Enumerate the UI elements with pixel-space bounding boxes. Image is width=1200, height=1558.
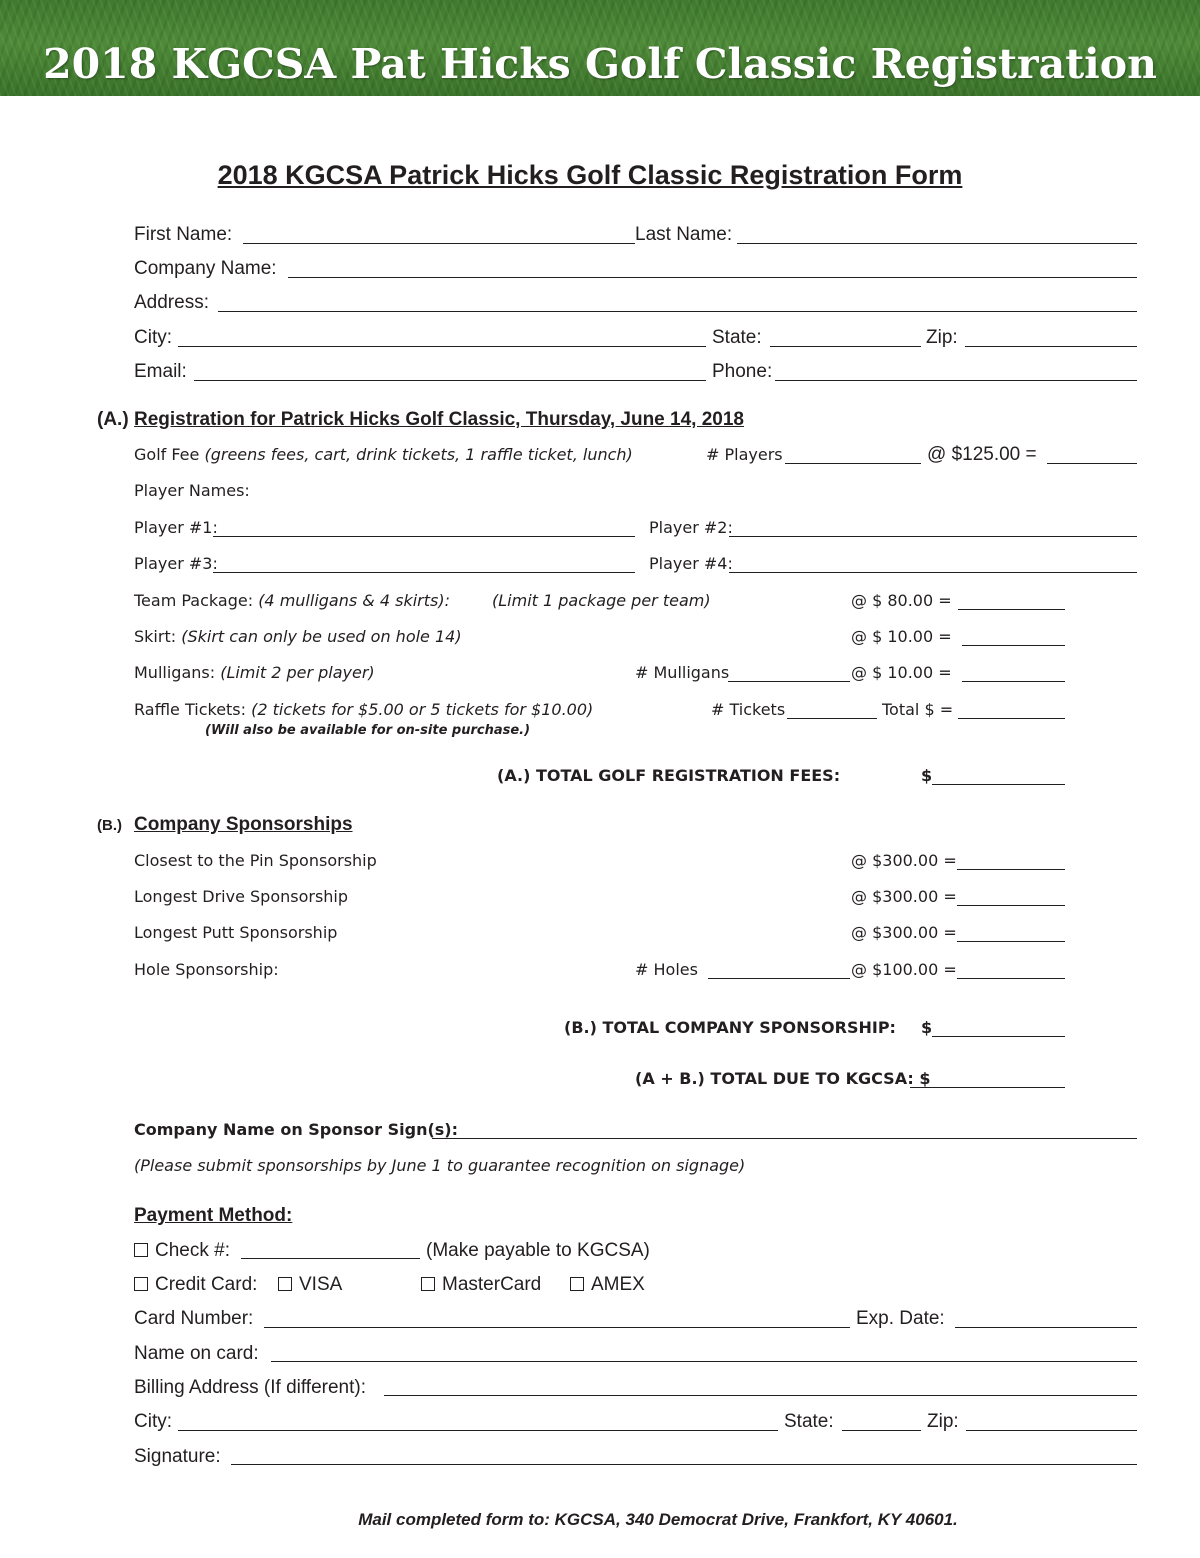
sponsor-sign-label: Company Name on Sponsor Sign(s): xyxy=(134,1120,459,1139)
players-count-field[interactable] xyxy=(785,463,921,464)
total-golf-fees-dollar: $ xyxy=(921,766,933,785)
city-label: City: xyxy=(134,327,172,348)
name-on-card-label: Name on card: xyxy=(134,1343,259,1364)
credit-card-label: Credit Card: xyxy=(155,1274,258,1295)
mulligans-note: (Limit 2 per player) xyxy=(220,663,375,682)
billing-state-label: State: xyxy=(784,1411,834,1432)
banner-title: 2018 KGCSA Pat Hicks Golf Classic Registration xyxy=(43,40,1157,88)
zip-label: Zip: xyxy=(926,327,958,348)
team-package-total-field[interactable] xyxy=(958,609,1065,610)
total-due-label: (A + B.) TOTAL DUE TO KGCSA: $ xyxy=(635,1069,931,1088)
billing-city-field[interactable] xyxy=(178,1430,778,1431)
phone-label: Phone: xyxy=(712,361,773,382)
check-option[interactable] xyxy=(134,1240,230,1262)
longest-putt-price: @ $300.00 = xyxy=(851,923,957,942)
billing-state-field[interactable] xyxy=(842,1430,921,1431)
address-label: Address: xyxy=(134,292,209,313)
header-banner xyxy=(0,0,1200,96)
last-name-label: Last Name: xyxy=(635,224,733,245)
raffle-onsite-note: (Will also be available for on-site purchase.) xyxy=(205,723,531,738)
mastercard-option[interactable] xyxy=(421,1274,541,1296)
longest-putt-total-field[interactable] xyxy=(957,941,1065,942)
player3-label: Player #3: xyxy=(134,554,218,573)
golf-fee-price: @ $125.00 = xyxy=(927,444,1037,465)
mulligans-title: Mulligans: xyxy=(134,663,216,682)
zip-field[interactable] xyxy=(965,346,1137,347)
longest-putt-label: Longest Putt Sponsorship xyxy=(134,923,338,942)
check-label: Check #: xyxy=(155,1240,230,1261)
section-b-heading: Company Sponsorships xyxy=(134,814,353,835)
tickets-count-field[interactable] xyxy=(787,718,877,719)
team-package-title: Team Package: xyxy=(134,591,254,610)
mulligans-count-label: # Mulligans xyxy=(635,663,730,682)
player4-label: Player #4: xyxy=(649,554,733,573)
section-b-marker: (B.) xyxy=(97,817,122,834)
email-field[interactable] xyxy=(194,380,706,381)
amex-label: AMEX xyxy=(591,1274,645,1295)
state-label: State: xyxy=(712,327,762,348)
check-note: (Make payable to KGCSA) xyxy=(426,1240,650,1261)
raffle-title: Raffle Tickets: xyxy=(134,700,247,719)
raffle-label xyxy=(134,700,593,719)
total-sponsorship-field[interactable] xyxy=(932,1036,1065,1037)
raffle-total-field[interactable] xyxy=(958,718,1065,719)
team-package-limit: (Limit 1 package per team) xyxy=(492,591,711,610)
skirt-price: @ $ 10.00 = xyxy=(851,627,952,646)
skirt-note: (Skirt can only be used on hole 14) xyxy=(181,627,462,646)
team-package-price: @ $ 80.00 = xyxy=(851,591,952,610)
signature-field[interactable] xyxy=(231,1464,1137,1465)
address-field[interactable] xyxy=(218,311,1137,312)
first-name-field[interactable] xyxy=(243,243,635,244)
player-names-label: Player Names: xyxy=(134,481,250,500)
team-package-note: (4 mulligans & 4 skirts): xyxy=(258,591,450,610)
billing-address-field[interactable] xyxy=(384,1395,1137,1396)
golf-fee-note: (greens fees, cart, drink tickets, 1 raffle ticket, lunch) xyxy=(204,445,633,464)
mailing-footer: Mail completed form to: KGCSA, 340 Democrat Drive, Frankfort, KY 40601. xyxy=(358,1510,958,1529)
mulligans-count-field[interactable] xyxy=(728,681,850,682)
raffle-total-label: Total $ = xyxy=(882,700,954,719)
hole-sponsorship-label: Hole Sponsorship: xyxy=(134,960,279,979)
player1-field[interactable] xyxy=(213,536,635,537)
check-checkbox[interactable] xyxy=(134,1243,148,1257)
mulligans-price: @ $ 10.00 = xyxy=(851,663,952,682)
section-a-marker: (A.) xyxy=(97,409,129,430)
billing-zip-field[interactable] xyxy=(966,1430,1137,1431)
longest-drive-total-field[interactable] xyxy=(957,905,1065,906)
hole-sponsorship-total-field[interactable] xyxy=(957,978,1065,979)
billing-zip-label: Zip: xyxy=(927,1411,959,1432)
total-golf-fees-field[interactable] xyxy=(932,784,1065,785)
exp-date-label: Exp. Date: xyxy=(856,1308,945,1329)
sponsor-sign-field[interactable] xyxy=(432,1138,1137,1139)
skirt-title: Skirt: xyxy=(134,627,177,646)
visa-option[interactable] xyxy=(278,1274,342,1296)
skirt-label xyxy=(134,627,462,646)
visa-label: VISA xyxy=(299,1274,343,1295)
sponsor-sign-note: (Please submit sponsorships by June 1 to guarantee recognition on signage) xyxy=(134,1156,746,1175)
exp-date-field[interactable] xyxy=(955,1327,1137,1328)
total-golf-fees-label: (A.) TOTAL GOLF REGISTRATION FEES: xyxy=(497,766,841,785)
closest-pin-label: Closest to the Pin Sponsorship xyxy=(134,851,377,870)
mulligans-label xyxy=(134,663,375,682)
closest-pin-price: @ $300.00 = xyxy=(851,851,957,870)
hole-sponsorship-price: @ $100.00 = xyxy=(851,960,957,979)
golf-fee-label xyxy=(134,445,633,464)
payment-heading: Payment Method: xyxy=(134,1205,293,1226)
amex-checkbox[interactable] xyxy=(570,1277,584,1291)
phone-field[interactable] xyxy=(775,380,1137,381)
mastercard-checkbox[interactable] xyxy=(421,1277,435,1291)
longest-drive-price: @ $300.00 = xyxy=(851,887,957,906)
signature-label: Signature: xyxy=(134,1446,221,1467)
amex-option[interactable] xyxy=(570,1274,645,1296)
name-on-card-field[interactable] xyxy=(271,1361,1137,1362)
section-a-heading: Registration for Patrick Hicks Golf Classic, Thursday, June 14, 2018 xyxy=(134,409,744,430)
credit-card-checkbox[interactable] xyxy=(134,1277,148,1291)
visa-checkbox[interactable] xyxy=(278,1277,292,1291)
tickets-label: # Tickets xyxy=(711,700,786,719)
company-name-field[interactable] xyxy=(288,277,1137,278)
golf-fee-total-field[interactable] xyxy=(1047,463,1137,464)
longest-drive-label: Longest Drive Sponsorship xyxy=(134,887,349,906)
credit-card-option[interactable] xyxy=(134,1274,257,1296)
player3-field[interactable] xyxy=(213,572,635,573)
form-title: 2018 KGCSA Patrick Hicks Golf Classic Registration Form xyxy=(217,160,963,190)
city-field[interactable] xyxy=(178,346,706,347)
total-due-field[interactable] xyxy=(910,1087,1065,1088)
card-number-field[interactable] xyxy=(264,1327,850,1328)
mastercard-label: MasterCard xyxy=(442,1274,542,1295)
check-number-field[interactable] xyxy=(241,1258,420,1259)
last-name-field[interactable] xyxy=(737,243,1137,244)
email-label: Email: xyxy=(134,361,187,382)
first-name-label: First Name: xyxy=(134,224,233,245)
players-label: # Players xyxy=(706,445,783,464)
card-number-label: Card Number: xyxy=(134,1308,254,1329)
holes-count-label: # Holes xyxy=(635,960,698,979)
billing-city-label: City: xyxy=(134,1411,172,1432)
billing-address-label: Billing Address (If different): xyxy=(134,1377,366,1398)
total-sponsorship-label: (B.) TOTAL COMPANY SPONSORSHIP: xyxy=(564,1018,896,1037)
raffle-note: (2 tickets for $5.00 or 5 tickets for $10.00) xyxy=(251,700,594,719)
team-package-label xyxy=(134,591,450,610)
closest-pin-total-field[interactable] xyxy=(957,869,1065,870)
mulligans-total-field[interactable] xyxy=(962,681,1065,682)
skirt-total-field[interactable] xyxy=(962,645,1065,646)
holes-count-field[interactable] xyxy=(708,978,850,979)
player1-label: Player #1: xyxy=(134,518,218,537)
player4-field[interactable] xyxy=(729,572,1137,573)
state-field[interactable] xyxy=(770,346,921,347)
company-name-label: Company Name: xyxy=(134,258,277,279)
total-sponsorship-dollar: $ xyxy=(921,1018,933,1037)
player2-label: Player #2: xyxy=(649,518,733,537)
player2-field[interactable] xyxy=(729,536,1137,537)
golf-fee-title: Golf Fee xyxy=(134,445,200,464)
